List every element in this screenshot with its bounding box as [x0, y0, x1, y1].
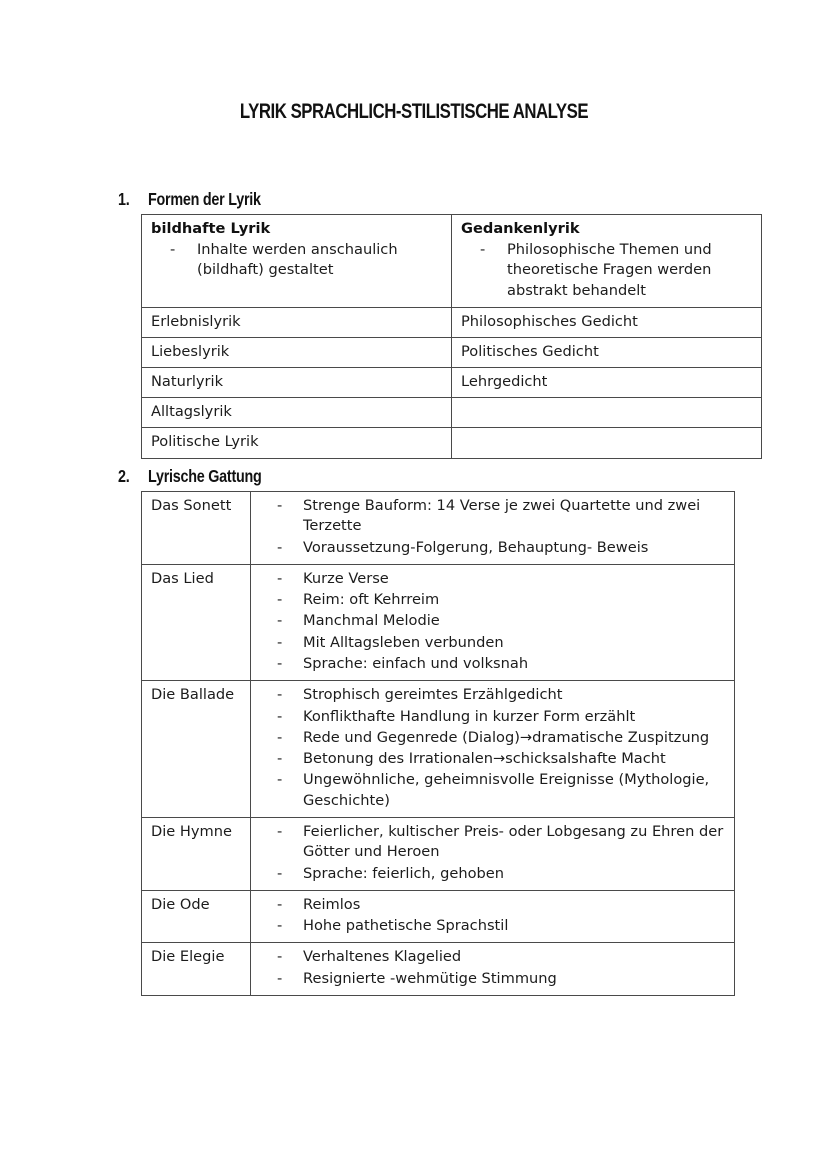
- list-item: - Voraussetzung-Folgerung, Behauptung- Beweis: [261, 538, 727, 558]
- cell-form-left: [142, 398, 452, 428]
- cell-form-right: [452, 338, 762, 368]
- cell-text: Die Ode: [151, 895, 210, 913]
- cell-genre-description: [251, 681, 735, 818]
- list-item: - Rede und Gegenrede (Dialog)→dramatische Zuspitzung: [261, 728, 727, 748]
- cell-form-left: [142, 428, 452, 458]
- table-row: [142, 428, 762, 458]
- section-number: 2.: [118, 466, 130, 486]
- list-item: - Philosophische Themen und theoretische Fragen werden abstrakt behandelt: [461, 240, 754, 301]
- document-title: LYRIK SPRACHLICH-STILISTISCHE ANALYSE: [239, 100, 589, 123]
- cell-form-right-empty: [452, 398, 762, 428]
- bullet-list: [461, 240, 754, 301]
- bullet-list: [151, 240, 444, 281]
- table-row: [142, 817, 735, 890]
- section-heading-formen-der-lyrik: [118, 189, 286, 210]
- list-item: - Hohe pathetische Sprachstil: [261, 916, 727, 936]
- list-item: - Strenge Bauform: 14 Verse je zwei Quartette und zwei Terzette: [261, 496, 727, 537]
- cell-form-left: [142, 338, 452, 368]
- list-item: - Sprache: feierlich, gehoben: [261, 864, 727, 884]
- cell-text: Die Hymne: [151, 822, 232, 840]
- list-item: - Verhaltenes Klagelied: [261, 947, 727, 967]
- table-formen-body: [142, 215, 762, 459]
- cell-genre-name: [142, 681, 251, 818]
- cell-genre-description: [251, 817, 735, 890]
- cell-text: Das Lied: [151, 569, 214, 587]
- list-item: - Inhalte werden anschaulich (bildhaft) gestaltet: [151, 240, 444, 281]
- cell-genre-name: [142, 943, 251, 996]
- list-item: - Kurze Verse: [261, 569, 727, 589]
- cell-genre-description: [251, 492, 735, 565]
- section-title: Lyrische Gattung: [148, 466, 262, 486]
- cell-text: [461, 432, 754, 449]
- cell-text: Die Elegie: [151, 948, 225, 966]
- cell-text: Philosophisches Gedicht: [461, 312, 638, 330]
- cell-form-right: [452, 307, 762, 337]
- table-row: [142, 890, 735, 943]
- cell-heading: Gedankenlyrik: [461, 220, 580, 237]
- cell-heading: bildhafte Lyrik: [151, 220, 271, 237]
- cell-genre-name: [142, 492, 251, 565]
- cell-genre-name: [142, 890, 251, 943]
- table-lyrische-gattung: [141, 491, 735, 996]
- section-heading-lyrische-gattung: [118, 466, 286, 487]
- bullet-list: [261, 569, 727, 674]
- list-item: - Manchmal Melodie: [261, 611, 727, 631]
- list-item: - Strophisch gereimtes Erzählgedicht: [261, 685, 727, 705]
- list-item: - Sprache: einfach und volksnah: [261, 654, 727, 674]
- table-row: [142, 307, 762, 337]
- list-item: - Ungewöhnliche, geheimnisvolle Ereignisse (Mythologie, Geschichte): [261, 770, 727, 811]
- list-item: - Betonung des Irrationalen→schicksalshafte Macht: [261, 749, 727, 769]
- table-row: [142, 492, 735, 565]
- cell-text: [461, 402, 754, 419]
- section-title: Formen der Lyrik: [148, 189, 261, 209]
- bullet-list: [261, 685, 727, 811]
- cell-text: Politisches Gedicht: [461, 343, 599, 361]
- table-formen-der-lyrik: [141, 214, 762, 459]
- table-row-header: [142, 215, 762, 308]
- cell-text: Lehrgedicht: [461, 373, 548, 391]
- table-row: [142, 943, 735, 996]
- table-row: [142, 368, 762, 398]
- cell-bildhafte-lyrik: [142, 215, 452, 308]
- cell-genre-description: [251, 890, 735, 943]
- table-row: [142, 681, 735, 818]
- cell-text: Die Ballade: [151, 686, 235, 704]
- cell-text: Das Sonett: [151, 497, 232, 514]
- cell-genre-name: [142, 564, 251, 680]
- list-item: - Reim: oft Kehrreim: [261, 590, 727, 610]
- list-item: - Resignierte -wehmütige Stimmung: [261, 969, 727, 989]
- table-gattung-body: [142, 492, 735, 996]
- cell-form-left: [142, 368, 452, 398]
- cell-text: Politische Lyrik: [151, 433, 259, 451]
- table-row: [142, 398, 762, 428]
- bullet-list: [261, 822, 727, 884]
- list-item: - Mit Alltagsleben verbunden: [261, 633, 727, 653]
- cell-genre-description: [251, 564, 735, 680]
- list-item: - Reimlos: [261, 895, 727, 915]
- bullet-list: [261, 947, 727, 989]
- list-item: - Feierlicher, kultischer Preis- oder Lobgesang zu Ehren der Götter und Heroen: [261, 822, 727, 863]
- cell-genre-description: [251, 943, 735, 996]
- cell-text: Liebeslyrik: [151, 343, 230, 361]
- section-number: 1.: [118, 189, 130, 209]
- cell-genre-name: [142, 817, 251, 890]
- cell-text: Erlebnislyrik: [151, 312, 241, 330]
- cell-text: Alltagslyrik: [151, 403, 232, 421]
- cell-form-right-empty: [452, 428, 762, 458]
- bullet-list: [261, 496, 727, 558]
- table-row: [142, 564, 735, 680]
- cell-form-left: [142, 307, 452, 337]
- table-row: [142, 338, 762, 368]
- list-item: - Konflikthafte Handlung in kurzer Form erzählt: [261, 707, 727, 727]
- cell-gedankenlyrik: [452, 215, 762, 308]
- bullet-list: [261, 895, 727, 937]
- cell-text: Naturlyrik: [151, 373, 224, 391]
- cell-form-right: [452, 368, 762, 398]
